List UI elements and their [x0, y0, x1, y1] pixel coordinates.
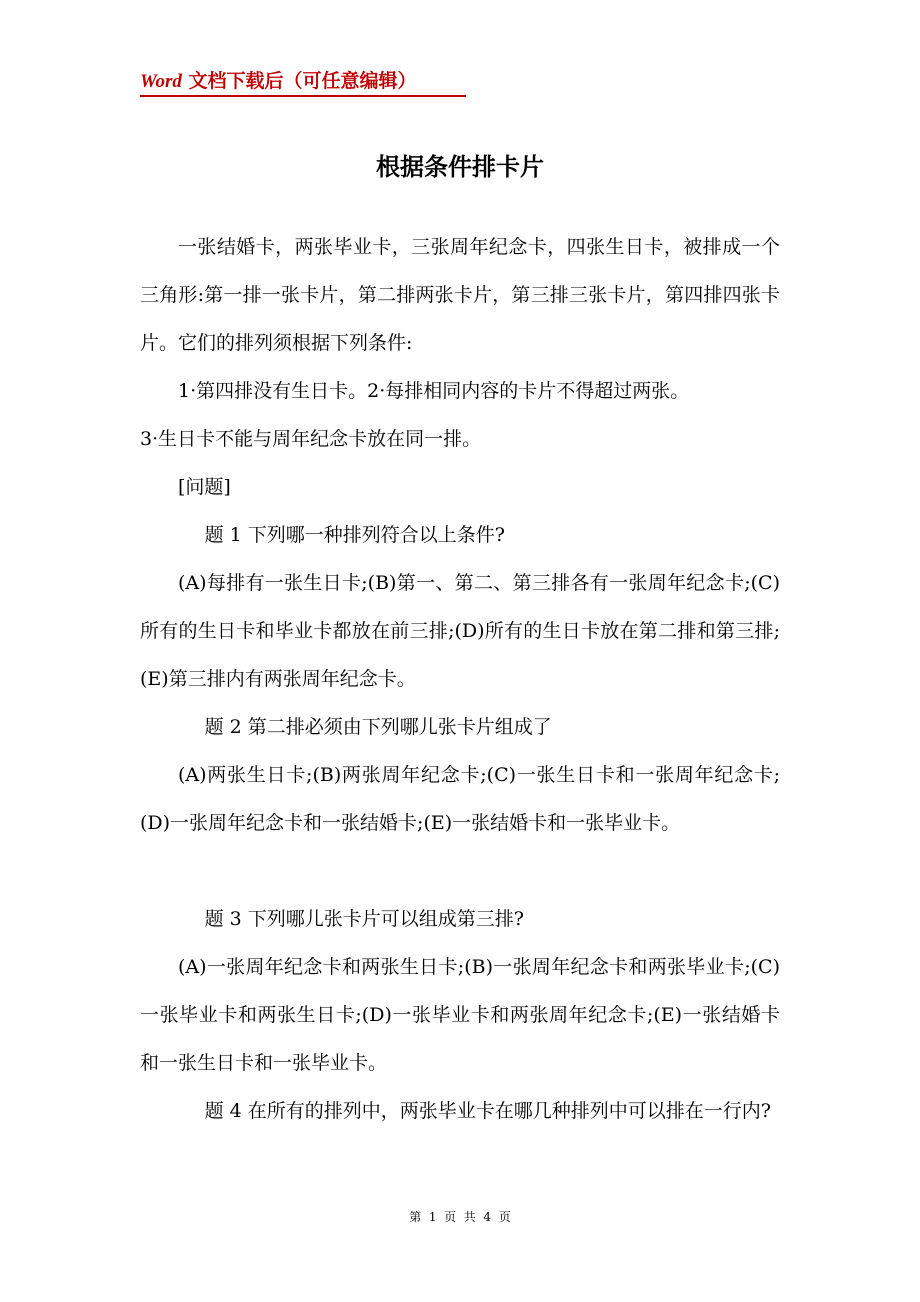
- document-header: [140, 66, 417, 97]
- document-body: [140, 223, 780, 1135]
- question-2: 题 2 第二排必须由下列哪儿张卡片组成了: [204, 716, 552, 738]
- question-2-options: (A)两张生日卡;(B)两张周年纪念卡;(C)一张生日卡和一张周年纪念卡;(D)一张周年纪念卡和一张结婚卡;(E)一张结婚卡和一张毕业卡。: [140, 764, 780, 834]
- question-3: 题 3 下列哪儿张卡片可以组成第三排?: [204, 908, 524, 930]
- header-rest: 文档下载后（可任意编辑）: [181, 70, 417, 92]
- header-underline: [140, 95, 466, 97]
- question-4: 题 4 在所有的排列中，两张毕业卡在哪几种排列中可以排在一行内?: [204, 1100, 771, 1122]
- page-footer: 第 1 页 共 4 页: [409, 1210, 511, 1224]
- question-3-options: (A)一张周年纪念卡和两张生日卡;(B)一张周年纪念卡和两张毕业卡;(C)一张毕业卡和两张生日卡;(D)一张毕业卡和两张周年纪念卡;(E)一张结婚卡和一张生日卡和一张毕业卡。: [140, 956, 780, 1074]
- condition-1-2: 1·第四排没有生日卡。2·每排相同内容的卡片不得超过两张。: [178, 380, 690, 402]
- condition-3: 3·生日卡不能与周年纪念卡放在同一排。: [140, 428, 482, 450]
- header-word: Word: [140, 71, 182, 92]
- document-title: 根据条件排卡片: [376, 152, 544, 181]
- question-1-options: (A)每排有一张生日卡;(B)第一、第二、第三排各有一张周年纪念卡;(C)所有的生日卡和毕业卡都放在前三排;(D)所有的生日卡放在第二排和第三排;(E)第三排内有两张周年纪念卡。: [140, 572, 780, 690]
- questions-heading: [问题]: [178, 476, 231, 498]
- question-1: 题 1 下列哪一种排列符合以上条件?: [204, 524, 505, 546]
- intro-paragraph: 一张结婚卡，两张毕业卡，三张周年纪念卡，四张生日卡，被排成一个三角形:第一排一张卡片，第二排两张卡片，第三排三张卡片，第四排四张卡片。它们的排列须根据下列条件:: [140, 236, 780, 354]
